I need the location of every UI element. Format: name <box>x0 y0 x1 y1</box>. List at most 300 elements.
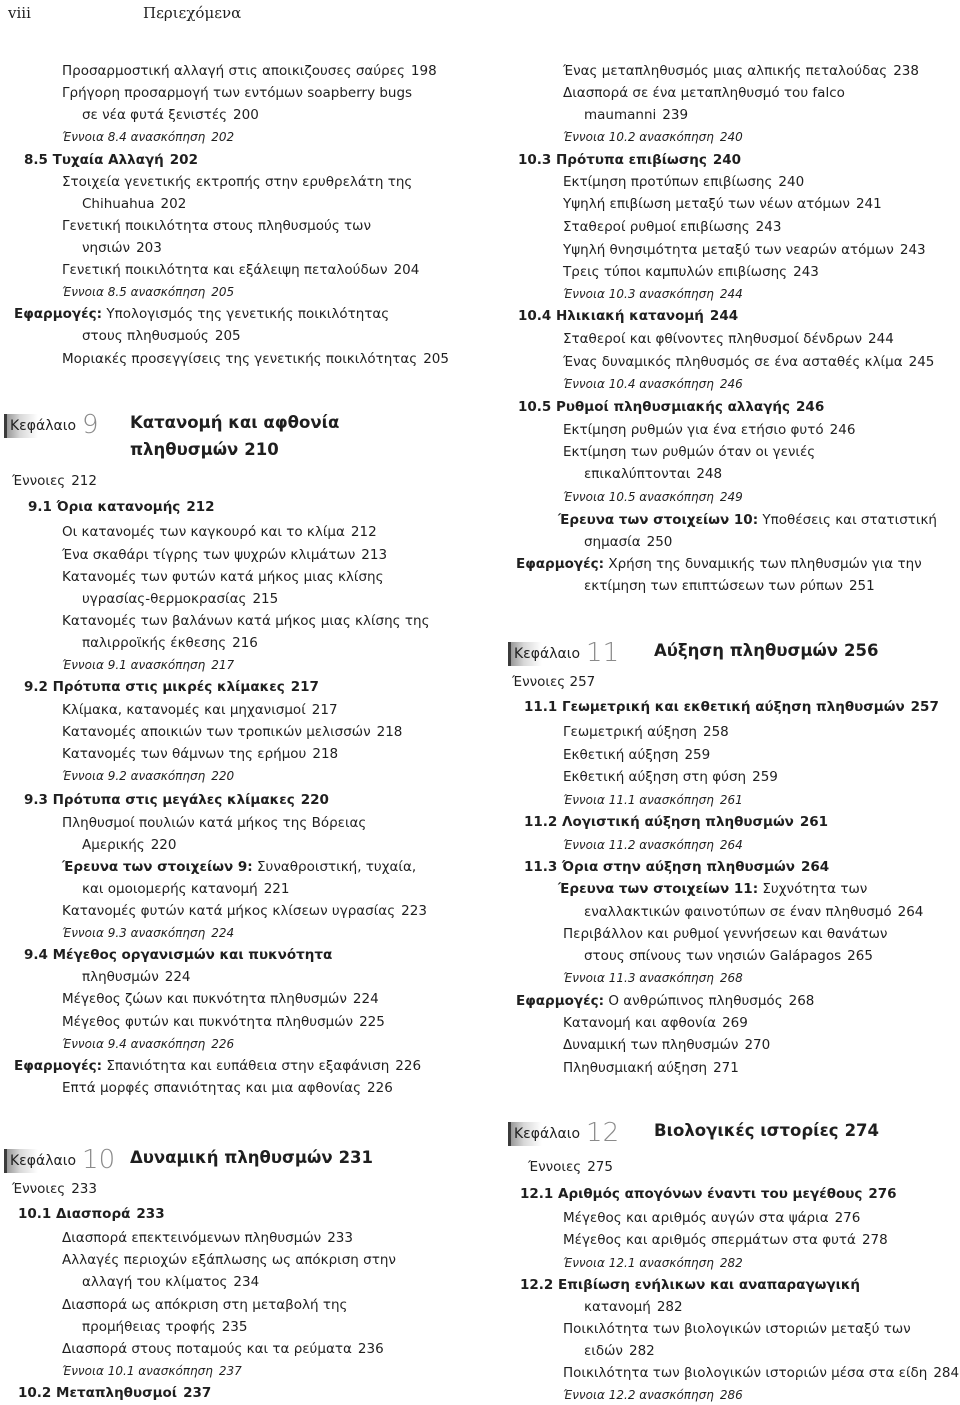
entry-page-number: 226 <box>395 1058 422 1074</box>
entry-page-number: 223 <box>401 903 427 919</box>
toc-entry[interactable] <box>563 329 894 349</box>
entry-title: Έννοια 9.4 ανασκόπηση <box>62 1037 206 1051</box>
entry-title: Διασπορά σε ένα μεταπληθυσμό του falco <box>563 85 845 101</box>
entry-title: Κατανομές αποικιών των τροπικών μελισσών <box>62 724 371 740</box>
toc-entry[interactable] <box>12 1179 97 1199</box>
entry-title: Έννοια 8.4 ανασκόπηση <box>62 130 206 144</box>
entry-page-number: 202 <box>160 196 187 212</box>
entry-title: Κατανομές των θάμνων της ερήμου <box>62 746 307 762</box>
entry-page-number: 224 <box>352 991 379 1007</box>
entry-title: Εκθετική αύξηση στη φύση <box>563 769 747 785</box>
running-header <box>0 0 960 28</box>
entry-page-number: 200 <box>233 107 259 123</box>
toc-entry[interactable] <box>563 352 934 372</box>
toc-entry[interactable] <box>82 326 241 346</box>
toc-entry[interactable] <box>62 1228 353 1248</box>
entry-title: και ομοιομερής κατανομή <box>82 881 258 897</box>
entry-page-number: 264 <box>897 904 924 920</box>
toc-entry[interactable] <box>584 1341 655 1361</box>
concept-review-entry[interactable] <box>563 284 743 304</box>
entry-page-number: 265 <box>847 948 873 964</box>
entry-page-number: 213 <box>361 547 388 563</box>
chapter-title-continued[interactable] <box>130 440 279 460</box>
toc-entry[interactable] <box>584 105 688 125</box>
entry-title: 11.2 Λογιστική αύξηση πληθυσμών <box>524 814 794 830</box>
entry-page-number: 244 <box>719 287 743 301</box>
toc-entry[interactable] <box>563 767 778 787</box>
entry-title: Έννοια 9.1 ανασκόπηση <box>62 658 206 672</box>
toc-entry[interactable] <box>563 722 729 742</box>
toc-entry[interactable] <box>82 835 176 855</box>
concept-review-entry[interactable] <box>62 1034 234 1054</box>
chapter-title[interactable] <box>654 641 879 661</box>
entry-title: Μέγεθος και αριθμός αυγών στα ψάρια <box>563 1210 829 1226</box>
entry-title: Συναθροιστική, τυχαία, <box>257 859 417 875</box>
entry-title: Μοριακές προσεγγίσεις της γενετικής ποικιλότητας <box>62 351 418 367</box>
toc-entry[interactable] <box>584 464 722 484</box>
entry-page-number: 225 <box>359 1014 385 1030</box>
toc-entry[interactable] <box>14 304 389 324</box>
entry-page-number: 276 <box>834 1210 861 1226</box>
entry-page-number: 202 <box>211 130 235 144</box>
chapter-badge <box>4 1145 116 1175</box>
entry-page-number: 282 <box>719 1256 743 1270</box>
concept-review-entry[interactable] <box>563 835 743 855</box>
entry-title: Χρήση της δυναμικής των πληθυσμών για την <box>608 556 922 572</box>
entry-page-number: 245 <box>908 354 935 370</box>
chapter-label: Κεφάλαιο <box>508 1122 584 1146</box>
entry-page-number: 212 <box>350 524 377 540</box>
entry-page-number: 205 <box>423 351 449 367</box>
toc-entry[interactable] <box>516 991 814 1011</box>
section-entry[interactable] <box>28 497 215 517</box>
entry-page-number: 204 <box>393 262 420 278</box>
section-entry[interactable] <box>18 1383 211 1403</box>
toc-entry[interactable] <box>62 522 377 542</box>
concept-review-entry[interactable] <box>62 282 234 302</box>
entry-page-number: 268 <box>788 993 815 1009</box>
toc-entry[interactable] <box>584 1297 683 1317</box>
toc-entry[interactable] <box>62 260 419 280</box>
concept-review-entry[interactable] <box>563 487 743 507</box>
entry-title: Ένας δυναμικός πληθυσμός σε ένα ασταθές κλίμα <box>563 354 903 370</box>
entry-title: αλλαγή του κλίματος <box>82 1274 228 1290</box>
entry-title: Κατανομές των βαλάνων κατά μήκος μιας κλίσης της <box>62 613 430 629</box>
entry-page-number: 259 <box>752 769 778 785</box>
entry-title: Έννοια 10.4 ανασκόπηση <box>563 377 714 391</box>
entry-title: Κλίμακα, κατανομές και μηχανισμοί <box>62 702 306 718</box>
section-entry[interactable] <box>24 790 329 810</box>
entry-title: Προσαρμοστική αλλαγή στις αποικιζουσες σαύρες <box>62 63 405 79</box>
entry-title: σημασία <box>584 534 641 550</box>
chapter-page-number: 231 <box>338 1148 374 1167</box>
section-entry[interactable] <box>524 812 828 832</box>
entry-page-number: 244 <box>868 331 894 347</box>
toc-entry[interactable] <box>82 967 191 987</box>
entry-page-number: 243 <box>899 242 926 258</box>
entry-title: 10.4 Ηλικιακή κατανομή <box>518 308 704 324</box>
chapter-label: Κεφάλαιο <box>4 1149 80 1173</box>
section-entry[interactable] <box>518 397 824 417</box>
entry-title: Οι κατανομές των καγκουρό και το κλίμα <box>62 524 345 540</box>
toc-entry[interactable] <box>62 722 402 742</box>
entry-title: ειδών <box>584 1343 623 1359</box>
entry-title: Υποθέσεις και στατιστική <box>762 512 937 528</box>
toc-entry[interactable] <box>62 1250 396 1270</box>
entry-page-number: 198 <box>410 63 437 79</box>
toc-entry[interactable] <box>563 217 781 237</box>
entry-page-number: 212 <box>71 473 97 489</box>
toc-entry[interactable] <box>516 554 922 574</box>
entry-page-number: 205 <box>211 285 235 299</box>
entry-label: Έρευνα των στοιχείων 10: <box>558 512 759 528</box>
entry-page-number: 217 <box>211 658 235 672</box>
toc-entry[interactable] <box>512 672 595 692</box>
toc-entry[interactable] <box>82 879 290 899</box>
entry-title: 10.2 Μεταπληθυσμοί <box>18 1385 178 1401</box>
entry-page-number: 220 <box>300 792 329 808</box>
entry-title: Γεωμετρική αύξηση <box>563 724 697 740</box>
toc-entry[interactable] <box>563 420 855 440</box>
toc-entry[interactable] <box>62 989 379 1009</box>
section-entry[interactable] <box>24 150 198 170</box>
section-entry[interactable] <box>520 1275 860 1295</box>
entry-title: maumanni <box>584 107 657 123</box>
entry-title: Επτά μορφές σπανιότητας και μια αφθονίας <box>62 1080 362 1096</box>
entry-page-number: 264 <box>800 859 830 875</box>
entry-title: 11.1 Γεωμετρική και εκθετική αύξηση πληθυσμών <box>524 699 905 715</box>
entry-page-number: 275 <box>587 1159 613 1175</box>
entry-title: 11.3 Όρια στην αύξηση πληθυσμών <box>524 859 795 875</box>
chapter-title-text: Δυναμική πληθυσμών <box>130 1148 333 1167</box>
concept-review-entry[interactable] <box>563 374 743 394</box>
chapter-title[interactable] <box>654 1121 879 1141</box>
entry-title: 9.1 Όρια κατανομής <box>28 499 181 515</box>
section-entry[interactable] <box>518 306 738 326</box>
entry-title: Συχνότητα των <box>762 881 868 897</box>
concept-review-entry[interactable] <box>62 766 234 786</box>
entry-title: 12.1 Αριθμός απογόνων έναντι του μεγέθους <box>520 1186 863 1202</box>
toc-entry[interactable] <box>563 240 926 260</box>
toc-entry[interactable] <box>563 262 819 282</box>
entry-title: Σπανιότητα και ευπάθεια στην εξαφάνιση <box>106 1058 390 1074</box>
entry-title: Έννοιες <box>12 473 66 489</box>
entry-title: Έννοιες <box>528 1159 582 1175</box>
toc-entry[interactable] <box>82 589 278 609</box>
entry-title: Γενετική ποικιλότητα και εξάλειψη πεταλούδων <box>62 262 388 278</box>
entry-title: Γρήγορη προσαρμογή των εντόμων soapberry bugs <box>62 85 413 101</box>
entry-page-number: 246 <box>719 377 743 391</box>
entry-title: Πληθυσμιακή αύξηση <box>563 1060 708 1076</box>
toc-entry[interactable] <box>563 1230 888 1250</box>
toc-entry[interactable] <box>584 946 873 966</box>
toc-entry[interactable] <box>62 857 416 877</box>
toc-entry[interactable] <box>62 83 412 103</box>
section-entry[interactable] <box>24 677 319 697</box>
section-entry[interactable] <box>524 697 939 717</box>
concept-review-entry[interactable] <box>563 127 743 147</box>
chapter-title[interactable] <box>130 1148 373 1168</box>
toc-entry[interactable] <box>563 1363 959 1383</box>
entry-title: Υψηλή θνησιμότητα μεταξύ των νεαρών ατόμων <box>563 242 894 258</box>
toc-entry[interactable] <box>62 1339 384 1359</box>
entry-page-number: 212 <box>186 499 215 515</box>
entry-page-number: 270 <box>744 1037 771 1053</box>
toc-entry[interactable] <box>62 700 338 720</box>
toc-entry[interactable] <box>62 61 437 81</box>
section-entry[interactable] <box>18 1204 165 1224</box>
entry-page-number: 220 <box>211 769 235 783</box>
entry-page-number: 218 <box>376 724 403 740</box>
toc-entry[interactable] <box>563 1208 860 1228</box>
toc-entry[interactable] <box>12 471 97 491</box>
toc-entry[interactable] <box>62 1295 347 1315</box>
toc-entry[interactable] <box>563 1058 739 1078</box>
concept-review-entry[interactable] <box>563 790 743 810</box>
chapter-number: 9 <box>82 410 99 440</box>
entry-title: 10.5 Ρυθμοί πληθυσμιακής αλλαγής <box>518 399 791 415</box>
entry-title: Έννοια 12.1 ανασκόπηση <box>563 1256 714 1270</box>
entry-title: προμήθειας τροφής <box>82 1319 216 1335</box>
entry-title: στους πληθυσμούς <box>82 328 209 344</box>
entry-page-number: 202 <box>169 152 198 168</box>
entry-title: Διασπορά ως απόκριση στη μεταβολή της <box>62 1297 348 1313</box>
entry-page-number: 268 <box>719 971 743 985</box>
entry-label: Εφαρμογές: <box>516 993 605 1009</box>
entry-title: Πληθυσμοί πουλιών κατά μήκος της Βόρειας <box>62 815 367 831</box>
toc-entry[interactable] <box>62 901 427 921</box>
entry-title: 9.4 Μέγεθος οργανισμών και πυκνότητα <box>24 947 333 963</box>
toc-entry[interactable] <box>563 745 710 765</box>
entry-page-number: 261 <box>719 793 743 807</box>
entry-title: κατανομή <box>584 1299 651 1315</box>
section-entry[interactable] <box>24 945 332 965</box>
toc-entry[interactable] <box>563 172 804 192</box>
entry-title: Κατανομές φυτών κατά μήκος κλίσεων υγρασίας <box>62 903 396 919</box>
chapter-title[interactable] <box>130 413 339 433</box>
entry-page-number: 257 <box>910 699 939 715</box>
entry-page-number: 224 <box>211 926 235 940</box>
entry-page-number: 221 <box>263 881 290 897</box>
chapter-number: 11 <box>586 638 620 668</box>
entry-title: Σταθεροί και φθίνοντες πληθυσμοί δένδρων <box>563 331 863 347</box>
entry-title: Υψηλή επιβίωση μεταξύ των νέων ατόμων <box>563 196 850 212</box>
entry-page-number: 226 <box>367 1080 393 1096</box>
entry-title: σε νέα φυτά ξενιστές <box>82 107 228 123</box>
chapter-number: 10 <box>82 1145 116 1175</box>
entry-page-number: 203 <box>136 240 162 256</box>
entry-page-number: 259 <box>684 747 711 763</box>
entry-title: νησιών <box>82 240 131 256</box>
entry-title: Κατανομές των φυτών κατά μήκος μιας κλίσης <box>62 569 384 585</box>
toc-entry[interactable] <box>62 172 412 192</box>
entry-page-number: 237 <box>183 1385 212 1401</box>
chapter-badge <box>4 410 99 440</box>
entry-page-number: 218 <box>312 746 339 762</box>
concept-review-entry[interactable] <box>62 1361 242 1381</box>
entry-page-number: 264 <box>719 838 743 852</box>
toc-entry[interactable] <box>82 633 258 653</box>
entry-label: Εφαρμογές: <box>516 556 605 572</box>
entry-page-number: 243 <box>793 264 819 280</box>
entry-page-number: 248 <box>696 466 723 482</box>
toc-entry[interactable] <box>82 1272 259 1292</box>
entry-page-number: 246 <box>829 422 856 438</box>
entry-title: Διασπορά στους ποταμούς και τα ρεύματα <box>62 1341 352 1357</box>
toc-entry[interactable] <box>62 611 430 631</box>
entry-page-number: 241 <box>855 196 882 212</box>
entry-title: Ποικιλότητα των βιολογικών ιστοριών μεταξύ των <box>563 1321 911 1337</box>
toc-entry[interactable] <box>62 545 387 565</box>
entry-title: Γενετική ποικιλότητα στους πληθυσμούς των <box>62 218 372 234</box>
entry-title: 8.5 Τυχαία Αλλαγή <box>24 152 164 168</box>
entry-title: Έννοια 10.3 ανασκόπηση <box>563 287 714 301</box>
toc-entry[interactable] <box>563 1319 911 1339</box>
chapter-number: 12 <box>586 1118 620 1148</box>
entry-page-number: 286 <box>719 1388 743 1402</box>
toc-entry[interactable] <box>62 1012 385 1032</box>
concept-review-entry[interactable] <box>62 923 234 943</box>
toc-entry[interactable] <box>62 1078 393 1098</box>
chapter-title-text: Βιολογικές ιστορίες <box>654 1121 839 1140</box>
entry-page-number: 233 <box>71 1181 97 1197</box>
toc-entry[interactable] <box>62 567 384 587</box>
entry-title: 9.3 Πρότυπα στις μεγάλες κλίμακες <box>24 792 295 808</box>
toc-entry[interactable] <box>563 1013 748 1033</box>
toc-entry[interactable] <box>584 532 672 552</box>
entry-title: πληθυσμών <box>82 969 159 985</box>
entry-page-number: 276 <box>868 1186 897 1202</box>
entry-page-number: 271 <box>713 1060 739 1076</box>
toc-entry[interactable] <box>82 1317 247 1337</box>
entry-page-number: 240 <box>778 174 805 190</box>
entry-page-number: 240 <box>712 152 742 168</box>
entry-page-number: 239 <box>662 107 689 123</box>
entry-page-number: 243 <box>755 219 782 235</box>
toc-entry[interactable] <box>563 924 887 944</box>
toc-entry[interactable] <box>528 1157 613 1177</box>
toc-entry[interactable] <box>563 1035 770 1055</box>
entry-page-number: 246 <box>796 399 825 415</box>
chapter-title-text: πληθυσμών <box>130 440 239 459</box>
chapter-page-number: 256 <box>844 641 879 660</box>
toc-entry[interactable] <box>563 442 815 462</box>
entry-page-number: 224 <box>164 969 191 985</box>
concept-review-entry[interactable] <box>62 655 234 675</box>
entry-page-number: 249 <box>719 490 743 504</box>
entry-title: Περιβάλλον και ρυθμοί γεννήσεων και θανάτων <box>563 926 888 942</box>
entry-title: 10.3 Πρότυπα επιβίωσης <box>518 152 707 168</box>
chapter-label: Κεφάλαιο <box>508 642 584 666</box>
section-entry[interactable] <box>524 857 829 877</box>
entry-title: Εκτίμηση προτύπων επιβίωσης <box>563 174 773 190</box>
entry-page-number: 215 <box>252 591 279 607</box>
chapter-badge <box>508 1118 620 1148</box>
toc-entry[interactable] <box>563 61 919 81</box>
entry-title: επικαλύπτονται <box>584 466 691 482</box>
toc-entry[interactable] <box>584 902 923 922</box>
entry-page-number: 233 <box>327 1230 353 1246</box>
entry-page-number: 217 <box>311 702 338 718</box>
entry-page-number: 282 <box>656 1299 683 1315</box>
toc-entry[interactable] <box>558 879 867 899</box>
entry-page-number: 205 <box>214 328 241 344</box>
entry-title: Σταθεροί ρυθμοί επιβίωσης <box>563 219 750 235</box>
chapter-badge <box>508 638 620 668</box>
entry-page-number: 278 <box>861 1232 888 1248</box>
entry-label: Έρευνα των στοιχείων 9: <box>62 859 253 875</box>
entry-title: 10.1 Διασπορά <box>18 1206 131 1222</box>
chapter-label: Κεφάλαιο <box>4 414 80 438</box>
entry-title: Εκτίμηση ρυθμών για ένα ετήσιο φυτό <box>563 422 824 438</box>
toc-entry[interactable] <box>563 83 845 103</box>
page-number: viii <box>8 4 31 22</box>
entry-title: στους σπίνους των νησιών Galápagos <box>584 948 842 964</box>
entry-page-number: 220 <box>150 837 177 853</box>
entry-title: Έννοιες 257 <box>512 674 596 690</box>
entry-title: Κατανομή και αφθονία <box>563 1015 717 1031</box>
entry-page-number: 233 <box>136 1206 165 1222</box>
toc-entry[interactable] <box>14 1056 421 1076</box>
concept-review-entry[interactable] <box>563 1385 743 1405</box>
entry-page-number: 258 <box>703 724 729 740</box>
entry-title: Ένα σκαθάρι τίγρης των ψυχρών κλιμάτων <box>62 547 356 563</box>
entry-title: Έννοιες <box>12 1181 66 1197</box>
chapter-page-number: 210 <box>244 440 279 459</box>
entry-page-number: 217 <box>290 679 319 695</box>
toc-entry[interactable] <box>584 576 875 596</box>
concept-review-entry[interactable] <box>563 968 743 988</box>
section-entry[interactable] <box>518 150 741 170</box>
toc-entry[interactable] <box>62 216 371 236</box>
entry-title: 12.2 Επιβίωση ενήλικων και αναπαραγωγική <box>520 1277 861 1293</box>
entry-page-number: 216 <box>232 635 258 651</box>
entry-page-number: 269 <box>722 1015 748 1031</box>
concept-review-entry[interactable] <box>563 1253 743 1273</box>
entry-title: υγρασίας-θερμοκρασίας <box>82 591 247 607</box>
entry-title: Δυναμική των πληθυσμών <box>563 1037 739 1053</box>
entry-title: εκτίμηση των επιπτώσεων των ρύπων <box>584 578 843 594</box>
toc-entry[interactable] <box>558 510 937 530</box>
toc-entry[interactable] <box>82 105 259 125</box>
entry-title: Μέγεθος φυτών και πυκνότητα πληθυσμών <box>62 1014 354 1030</box>
entry-title: Αλλαγές περιοχών εξάπλωσης ως απόκριση στην <box>62 1252 396 1268</box>
entry-label: Εφαρμογές: <box>14 306 103 322</box>
entry-title: Έννοια 10.2 ανασκόπηση <box>563 130 714 144</box>
chapter-page-number: 274 <box>844 1121 880 1140</box>
section-entry[interactable] <box>520 1184 897 1204</box>
entry-title: Έννοια 11.2 ανασκόπηση <box>563 838 714 852</box>
entry-page-number: 226 <box>211 1037 235 1051</box>
toc-entry[interactable] <box>62 813 366 833</box>
toc-entry[interactable] <box>82 194 186 214</box>
entry-title: παλιρροϊκής έκθεσης <box>82 635 227 651</box>
entry-title: Ποικιλότητα των βιολογικών ιστοριών μέσα στα είδη <box>563 1365 928 1381</box>
entry-page-number: 236 <box>357 1341 384 1357</box>
entry-title: Μέγεθος ζώων και πυκνότητα πληθυσμών <box>62 991 347 1007</box>
concept-review-entry[interactable] <box>62 127 234 147</box>
toc-entry[interactable] <box>62 744 338 764</box>
entry-title: Έννοια 11.1 ανασκόπηση <box>563 793 714 807</box>
toc-entry[interactable] <box>563 194 882 214</box>
entry-title: Εκτίμηση των ρυθμών όταν οι γενιές <box>563 444 816 460</box>
entry-title: Έννοια 10.1 ανασκόπηση <box>62 1364 213 1378</box>
running-title: Περιεχόμενα <box>143 4 242 22</box>
entry-title: Έννοια 10.5 ανασκόπηση <box>563 490 714 504</box>
toc-entry[interactable] <box>62 349 449 369</box>
toc-entry[interactable] <box>82 238 162 258</box>
entry-page-number: 284 <box>933 1365 960 1381</box>
